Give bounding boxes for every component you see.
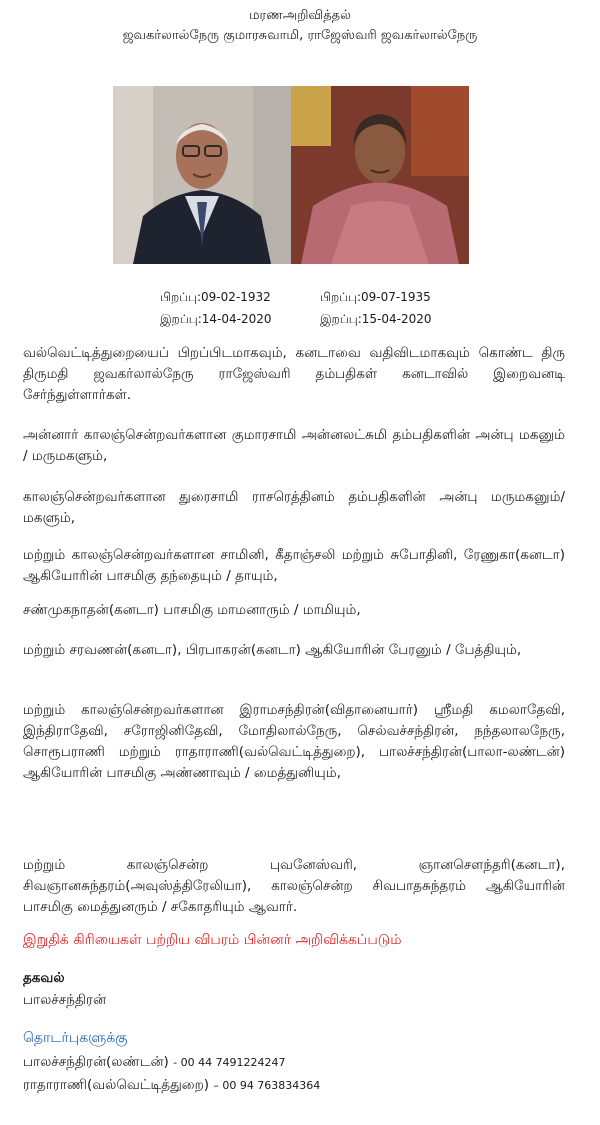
birth-date-right: பிறப்பு:09-07-1935 bbox=[320, 290, 431, 304]
paragraph: மற்றும் காலஞ்சென்றவர்களான சாமினி, கீதாஞ்சலி மற்றும் சுபோதினி, ரேணுகா(கனடா) ஆகியோரின் பாசமிகு தந்தையும் / தாயும், bbox=[23, 547, 565, 584]
header bbox=[0, 6, 600, 46]
information-name: பாலச்சந்திரன் bbox=[23, 992, 107, 1008]
contact-name: ராதாராணி(வல்வெட்டித்துறை) bbox=[23, 1077, 210, 1093]
contact-name: பாலச்சந்திரன்(லண்டன்) bbox=[23, 1054, 169, 1070]
paragraph: வல்வெட்டித்துறையைப் பிறப்பிடமாகவும், கனடாவை வதிவிடமாகவும் கொண்ட திரு திருமதி ஜவகர்லால்நேரு ராஜேஸ்வரி தம்பதிகள் கனடாவில் இறைவனடி சேர்ந்துள்ளார்கள். bbox=[23, 345, 565, 403]
contact-label: தொடர்புகளுக்கு bbox=[23, 1030, 128, 1046]
notice-title: மரணஅறிவித்தல் bbox=[249, 8, 351, 23]
death-date-left: இறப்பு:14-04-2020 bbox=[160, 312, 272, 326]
death-date-right: இறப்பு:15-04-2020 bbox=[320, 312, 432, 326]
dates-right bbox=[320, 286, 431, 330]
paragraph: சண்முகநாதன்(கனடா) பாசமிகு மாமனாரும் / மாமியும், bbox=[23, 602, 361, 618]
dates-left bbox=[160, 286, 271, 330]
contact-phone: - 00 44 7491224247 bbox=[173, 1056, 286, 1069]
information-label: தகவல் bbox=[23, 970, 65, 986]
portrait-man-photo bbox=[113, 86, 291, 264]
contact-entry bbox=[23, 1054, 286, 1072]
contact-entry bbox=[23, 1077, 320, 1095]
deceased-names: ஜவகர்லால்நேரு குமாரசுவாமி, ராஜேஸ்வரி ஜவகர்லால்நேரு bbox=[122, 28, 478, 43]
paragraph: அன்னார் காலஞ்சென்றவர்களான குமாரசாமி அன்னலட்சுமி தம்பதிகளின் அன்பு மகனும் / மருமகளும், bbox=[23, 427, 565, 464]
paragraph: மற்றும் காலஞ்சென்ற புவனேஸ்வரி, ஞானசௌந்தரி(கனடா), சிவஞானசுந்தரம்(அவுஸ்த்திரேலியா), காலஞ்சென்ற சிவபாதசுந்தரம் ஆகியோரின் பாசமிகு மைத்துனரும் / சகோதரியும் ஆவார். bbox=[23, 857, 565, 915]
portrait-photos bbox=[113, 86, 469, 264]
paragraph: மற்றும் காலஞ்சென்றவர்களான இராமசந்திரன்(விதானையார்) ஸ்ரீமதி கமலாதேவி, இந்திராதேவி, சரோஜினிதேவி, மோதிலால்நேரு, செல்வச்சந்திரன், நந்தலாலநேரு, சொரூபராணி மற்றும் ராதாராணி(வல்வெட்டித்துறை), பாலச்சந்திரன்(பாலா-லண்டன்) ஆகியோரின் பாசமிகு அண்ணாவும் / மைத்துனியும், bbox=[23, 702, 565, 781]
contact-phone: – 00 94 763834364 bbox=[213, 1079, 321, 1092]
paragraph: காலஞ்சென்றவர்களான துரைசாமி ராசரெத்தினம் தம்பதிகளின் அன்பு மருமகனும்/ மகளும், bbox=[23, 489, 565, 526]
birth-date-left: பிறப்பு:09-02-1932 bbox=[160, 290, 271, 304]
paragraph: மற்றும் சரவணன்(கனடா), பிரபாகரன்(கனடா) ஆகியோரின் பேரனும் / பேத்தியும், bbox=[23, 642, 522, 658]
portrait-woman-photo bbox=[291, 86, 469, 264]
funeral-note: இறுதிக் கிரியைகள் பற்றிய விபரம் பின்னர் அறிவிக்கப்படும் bbox=[23, 932, 402, 948]
